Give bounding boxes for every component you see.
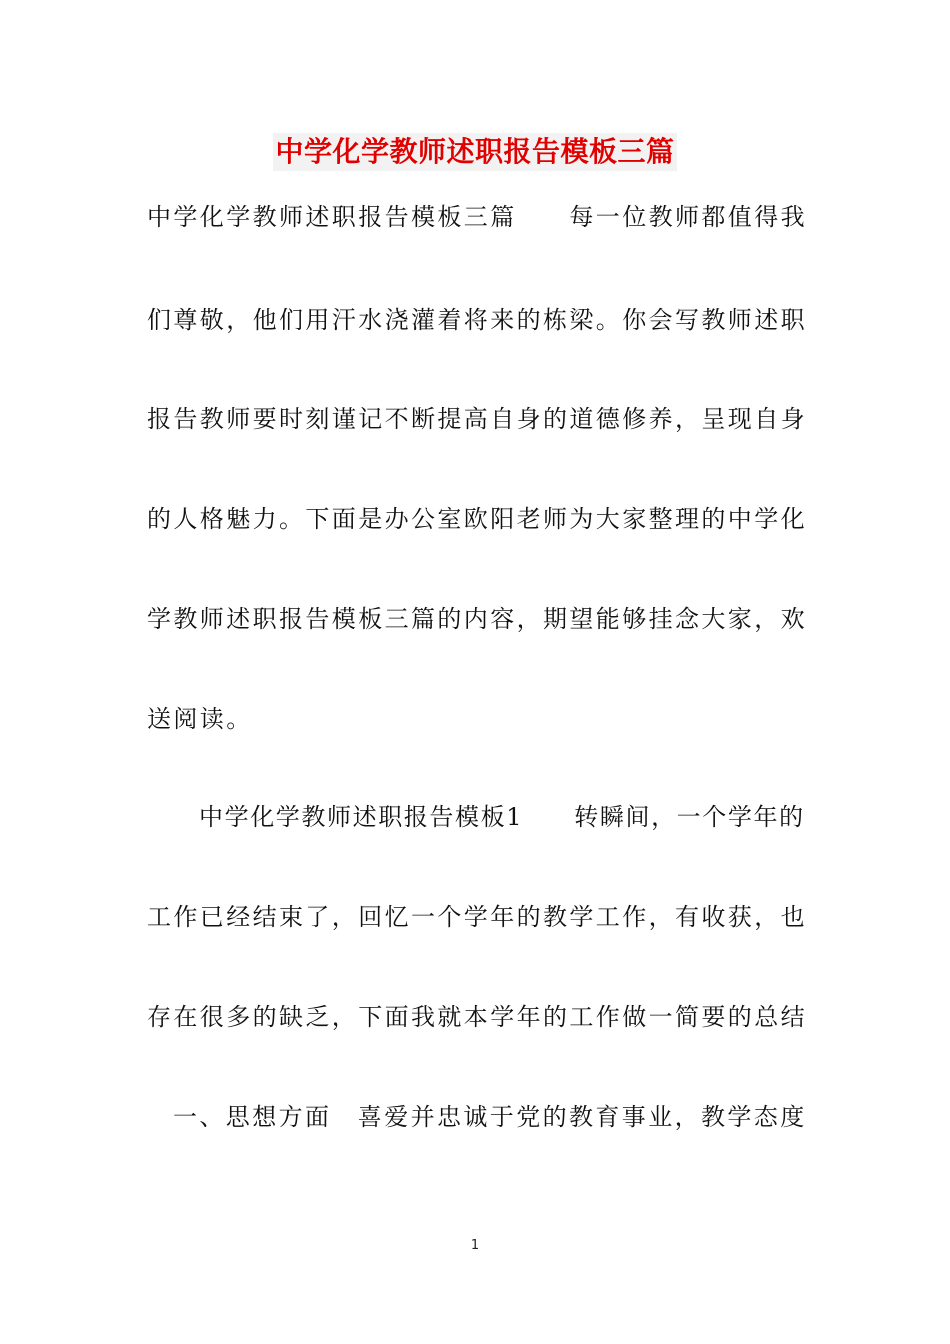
document-title xyxy=(0,131,950,171)
page-number: 1 xyxy=(470,1238,480,1253)
body-line-2: 们尊敬，他们用汗水浇灌着将来的栋梁。你会写教师述职 xyxy=(147,306,807,334)
body-line-7: 中学化学教师述职报告模板1 转瞬间，一个学年的 xyxy=(199,803,805,831)
body-line-4: 的人格魅力。下面是办公室欧阳老师为大家整理的中学化 xyxy=(147,505,807,533)
body-line-3: 报告教师要时刻谨记不断提高自身的道德修养，呈现自身 xyxy=(147,405,807,433)
body-line-5: 学教师述职报告模板三篇的内容，期望能够挂念大家，欢 xyxy=(147,605,807,633)
body-line-6: 送阅读。 xyxy=(147,705,253,733)
document-title-text: 中学化学教师述职报告模板三篇 xyxy=(273,133,676,171)
body-line-9: 存在很多的缺乏，下面我就本学年的工作做一简要的总结 xyxy=(147,1003,807,1031)
body-line-1: 中学化学教师述职报告模板三篇 每一位教师都值得我 xyxy=(147,203,807,231)
body-line-10: 一、思想方面 喜爱并忠诚于党的教育事业，教学态度 xyxy=(173,1103,807,1131)
body-line-8: 工作已经结束了，回忆一个学年的教学工作，有收获，也 xyxy=(147,903,807,931)
